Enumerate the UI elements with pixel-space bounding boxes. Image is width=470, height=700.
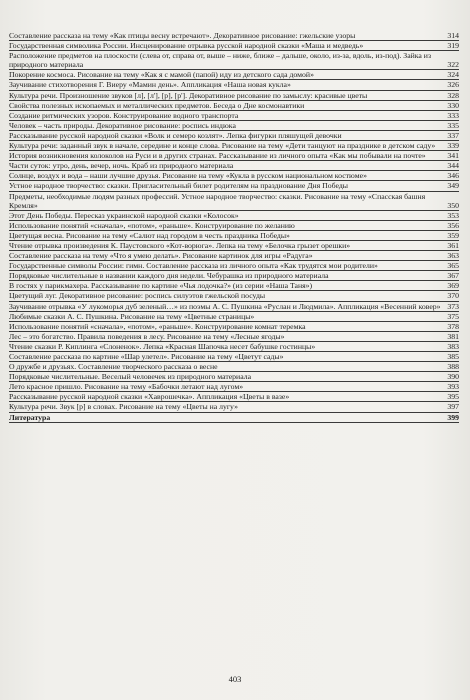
toc-entry-page: 322	[447, 60, 459, 70]
toc-entry-title: Покорение космоса. Рисование на тему «Как я с мамой (папой) иду из детского сада домой»	[9, 70, 314, 80]
toc-entry-title: Любимые сказки А. С. Пушкина. Рисование на тему «Цветные страницы»	[9, 311, 255, 321]
toc-entry-title: Заучивание отрывка «У лукоморья дуб зеленый…» из поэмы А. С. Пушкина «Руслан и Людмила». Аппликация «Весенний ковер»	[9, 301, 441, 311]
toc-entry-title: Цветущая весна. Рисование на тему «Салют над городом в честь праздника Победы»	[9, 230, 290, 240]
toc-entry	[9, 70, 459, 80]
toc-entry-title: Литература	[9, 412, 51, 422]
toc-entry-page: 335	[447, 120, 459, 130]
toc-entry-page: 390	[447, 372, 459, 382]
toc-entry-title: Цветущий луг. Декоративное рисование: роспись силуэтов гжельской посуды	[9, 291, 266, 301]
toc-entry	[9, 241, 459, 251]
toc-entry-page: 350	[447, 200, 459, 210]
toc-entry-page: 349	[447, 181, 459, 191]
toc-entry-title: Лес – это богатство. Правила поведения в лесу. Рисование на тему «Лесные ягоды»	[9, 331, 285, 341]
toc-entry-page: 365	[447, 261, 459, 271]
toc-entry-title: Культура речи: заданный звук в начале, середине и конце слова. Рисование на тему «Дети танцуют на празднике в детском саду»	[9, 141, 436, 151]
toc-entry	[9, 352, 459, 362]
toc-entry-page: 370	[447, 291, 459, 301]
toc-entry-page: 353	[447, 210, 459, 220]
toc-entry-title: Создание ритмических узоров. Конструирование водного транспорта	[9, 110, 239, 120]
toc-entry-page: 373	[447, 301, 459, 311]
toc-entry-title: Солнце, воздух и вода – наши лучшие друзья. Рисование на тему «Кукла в русском национальном костюме»	[9, 171, 367, 181]
toc-entry	[9, 51, 459, 70]
toc-entry-page: 324	[447, 70, 459, 80]
table-of-contents	[9, 31, 459, 423]
toc-entry	[9, 211, 459, 221]
toc-entry-page: 378	[447, 321, 459, 331]
toc-entry-title: Свойства полезных ископаемых и металлических предметов. Беседа о Дне космонавтики	[9, 100, 305, 110]
toc-entry-page: 359	[447, 230, 459, 240]
toc-entry	[9, 302, 459, 312]
toc-entry-page: 341	[447, 151, 459, 161]
toc-entry	[9, 161, 459, 171]
toc-entry-page: 326	[447, 80, 459, 90]
toc-entry	[9, 80, 459, 90]
toc-entry-page: 369	[447, 281, 459, 291]
toc-entry	[9, 322, 459, 332]
toc-entry-title: Этот День Победы. Пересказ украинской народной сказки «Колосок»	[9, 210, 239, 220]
toc-entry	[9, 281, 459, 291]
toc-entry	[9, 362, 459, 372]
toc-entry-page: 333	[447, 110, 459, 120]
toc-entry-page: 339	[447, 141, 459, 151]
toc-entry-title: Составление рассказа на тему «Как птицы весну встречают». Декоративное рисование: гжельские узоры	[9, 31, 356, 40]
toc-entry-title: Части суток: утро, день, вечер, ночь. Краб из природного материала	[9, 161, 234, 171]
toc-entry-title: В гостях у парикмахера. Рассказывание по картине «Чья лодочка?» (из серии «Наша Таня»)	[9, 281, 313, 291]
toc-entry	[9, 101, 459, 111]
toc-entry-page: 375	[447, 311, 459, 321]
toc-entry-title: Культура речи. Звук [р] в словах. Рисование на тему «Цветы на лугу»	[9, 402, 238, 412]
toc-entry-page: 383	[447, 341, 459, 351]
toc-entry-title: Расположение предметов на плоскости (слева от, справа от, выше – ниже, ближе – дальше, около, из-за, вдоль, из-под). Зайка из природного материала	[9, 51, 432, 70]
toc-entry-title: Человек – часть природы. Декоративное рисование: роспись индюка	[9, 120, 236, 130]
toc-entry-page: 330	[447, 100, 459, 110]
toc-entry	[9, 372, 459, 382]
toc-entry	[9, 382, 459, 392]
toc-entry-title: Чтение отрывка произведения К. Паустовского «Кот-ворюга». Лепка на тему «Белочка грызет орешки»	[9, 240, 351, 250]
toc-entry-title: Чтение сказки Р. Киплинга «Слоненок». Лепка «Красная Шапочка несет бабушке гостинцы»	[9, 341, 316, 351]
toc-entry-title: Устное народное творчество: сказки. Пригласительный билет родителям на празднование Дня Победы	[9, 181, 348, 191]
toc-entry-title: О дружбе и друзьях. Составление творческого рассказа о весне	[9, 362, 218, 372]
toc-entry-page: 381	[447, 331, 459, 341]
toc-entry	[9, 342, 459, 352]
toc-entry	[9, 392, 459, 402]
toc-entry-title: Государственная символика России. Инсценирование отрывка русской народной сказки «Маша и медведь»	[9, 41, 364, 51]
toc-entry-title: Порядковые числительные в названии каждого дня недели. Чебурашка из природного материала	[9, 271, 329, 281]
toc-entry	[9, 192, 459, 211]
toc-entry	[9, 181, 459, 191]
toc-entry-page: 356	[447, 220, 459, 230]
toc-entry-page: 399	[447, 412, 459, 422]
toc-entry-title: Использование понятий «сначала», «потом», «раньше». Конструирование по желанию	[9, 220, 295, 230]
toc-entry-title: Рассказывание русской народной сказки «Волк и семеро козлят». Лепка фигурки пляшущей девочки	[9, 130, 342, 140]
toc-entry-page: 328	[447, 90, 459, 100]
toc-entry	[9, 151, 459, 161]
toc-entry-page: 395	[447, 392, 459, 402]
toc-entry-title: Предметы, необходимые людям разных профессий. Устное народное творчество: сказки. Рисование на тему «Спасская башня Кремля»	[9, 191, 426, 210]
toc-entry-title: Рассказывание русской народной сказки «Хаврошечка». Аппликация «Цветы в вазе»	[9, 392, 290, 402]
toc-entry	[9, 121, 459, 131]
toc-entry	[9, 131, 459, 141]
toc-entry	[9, 31, 459, 41]
toc-entry	[9, 231, 459, 241]
toc-entry	[9, 413, 459, 423]
toc-entry	[9, 312, 459, 322]
toc-entry	[9, 402, 459, 412]
toc-entry	[9, 271, 459, 281]
toc-entry	[9, 141, 459, 151]
toc-entry	[9, 251, 459, 261]
toc-entry-title: Порядковые числительные. Веселый человечек из природного материала	[9, 372, 252, 382]
toc-entry-page: 337	[447, 130, 459, 140]
toc-entry-page: 397	[447, 402, 459, 412]
toc-entry	[9, 221, 459, 231]
toc-entry-title: Использование понятий «сначала», «потом», «раньше». Конструирование комнат теремка	[9, 321, 306, 331]
toc-entry-title: История возникновения колоколов на Руси и в других странах. Рассказывание из личного опыта «Как мы побывали на почте»	[9, 151, 426, 161]
toc-entry-title: Составление рассказа по картине «Шар улетел». Рисование на тему «Цветут сады»	[9, 352, 284, 361]
toc-entry-title: Заучивание стихотворения Г. Виеру «Мамин день». Аппликация «Наша новая кукла»	[9, 80, 291, 90]
toc-entry-page: 346	[447, 171, 459, 181]
toc-entry	[9, 261, 459, 271]
toc-entry-title: Культура речи. Произношение звуков [л], [л'], [р], [р']. Декоративное рисование по замыслу: красивые цветы	[9, 90, 368, 100]
toc-entry-title: Составление рассказа на тему «Что я умею делать». Рисование картинок для игры «Радуга»	[9, 251, 313, 261]
toc-entry-title: Лето красное пришло. Рисование на тему «Бабочки летают над лугом»	[9, 382, 244, 392]
toc-entry-page: 361	[447, 240, 459, 250]
toc-entry-title: Государственные символы России: гимн. Составление рассказа из личного опыта «Как трудятся мои родители»	[9, 261, 378, 271]
toc-entry-page: 385	[447, 352, 459, 361]
toc-entry-page: 319	[447, 41, 459, 51]
toc-entry	[9, 111, 459, 121]
toc-entry-page: 314	[447, 31, 459, 40]
toc-entry	[9, 171, 459, 181]
toc-entry-page: 393	[447, 382, 459, 392]
toc-entry-page: 344	[447, 161, 459, 171]
page-number: 403	[228, 674, 242, 684]
toc-entry	[9, 291, 459, 301]
toc-entry-page: 388	[447, 362, 459, 372]
toc-entry-page: 363	[447, 251, 459, 261]
toc-entry	[9, 91, 459, 101]
toc-entry-page: 367	[447, 271, 459, 281]
toc-entry	[9, 41, 459, 51]
toc-entry	[9, 332, 459, 342]
